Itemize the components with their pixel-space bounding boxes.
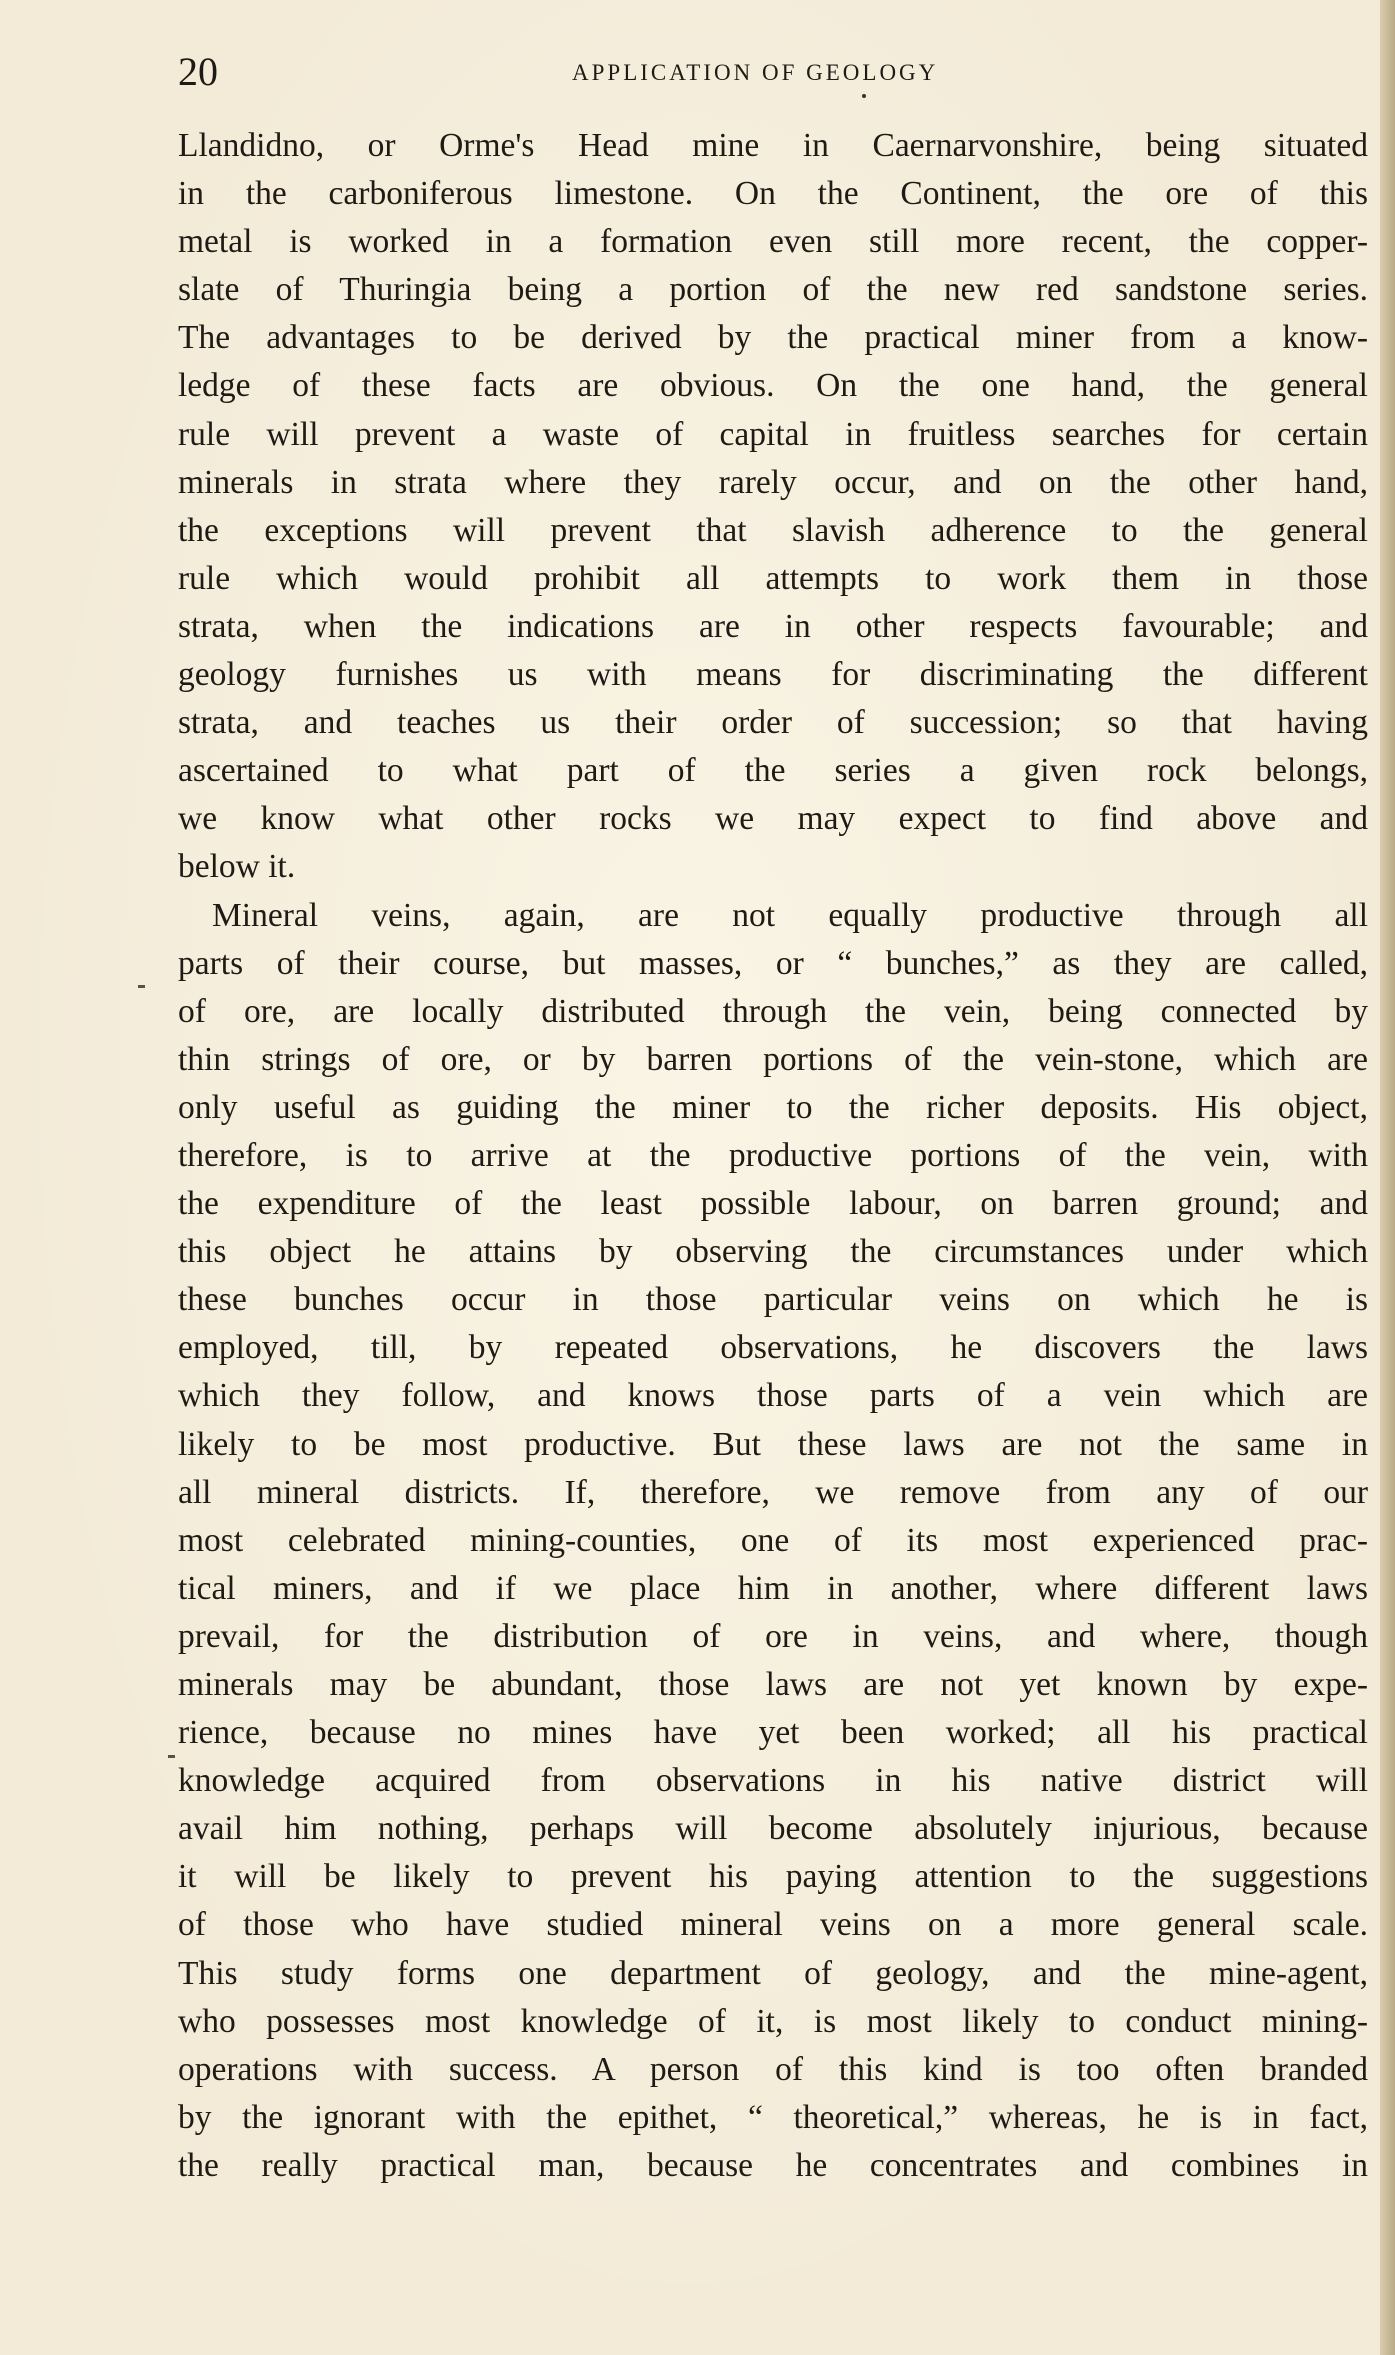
text-line: tical miners, and if we place him in another, where different laws <box>178 1569 1368 1607</box>
text-line: prevail, for the distribution of ore in veins, and where, though <box>178 1617 1368 1655</box>
text-line: metal is worked in a formation even still more recent, the copper- <box>178 223 1368 261</box>
text-line: this object he attains by observing the circumstances under which <box>178 1233 1368 1271</box>
text-line: employed, till, by repeated observations, he discovers the laws <box>178 1329 1368 1367</box>
text-line: geology furnishes us with means for discriminating the different <box>178 656 1368 694</box>
text-line: most celebrated mining-counties, one of its most experienced prac- <box>178 1521 1368 1559</box>
text-line: rience, because no mines have yet been worked; all his practical <box>178 1714 1368 1752</box>
text-line: strata, and teaches us their order of succession; so that having <box>178 704 1368 742</box>
page-header <box>178 48 1368 96</box>
text-line: it will be likely to prevent his paying attention to the suggestions <box>178 1858 1368 1896</box>
running-head: APPLICATION OF GEOLOGY <box>572 60 939 85</box>
text-line: rule will prevent a waste of capital in fruitless searches for certain <box>178 415 1368 453</box>
text-line: of those who have studied mineral veins on a more general scale. <box>178 1906 1368 1944</box>
text-line: the expenditure of the least possible labour, on barren ground; and <box>178 1185 1368 1223</box>
text-line: ascertained to what part of the series a given rock belongs, <box>178 752 1368 790</box>
text-line: rule which would prohibit all attempts to work them in those <box>178 559 1368 597</box>
text-line: likely to be most productive. But these laws are not the same in <box>178 1425 1368 1463</box>
text-line: minerals may be abundant, those laws are not yet known by expe- <box>178 1666 1368 1703</box>
text-line: the exceptions will prevent that slavish adherence to the general <box>178 511 1368 549</box>
text-line: these bunches occur in those particular veins on which he is <box>178 1281 1368 1319</box>
text-line: the really practical man, because he concentrates and combines in <box>178 2146 1368 2184</box>
text-line: slate of Thuringia being a portion of the new red sandstone series. <box>178 271 1368 309</box>
text-line: which they follow, and knows those parts of a vein which are <box>178 1377 1368 1415</box>
text-line: parts of their course, but masses, or “ bunches,” as they are called, <box>178 944 1368 982</box>
text-line: of ore, are locally distributed through the vein, being connected by <box>178 992 1368 1030</box>
page-number: 20 <box>178 49 218 94</box>
text-line: knowledge acquired from observations in his native district will <box>178 1762 1368 1800</box>
text-line: This study forms one department of geology, and the mine-agent, <box>178 1954 1368 1992</box>
text-line: Llandidno, or Orme's Head mine in Caernarvonshire, being situated <box>178 127 1368 164</box>
text-line: who possesses most knowledge of it, is most likely to conduct mining- <box>178 2002 1368 2040</box>
ink-speck <box>862 94 866 98</box>
text-line: ledge of these facts are obvious. On the one hand, the general <box>178 367 1368 405</box>
text-line: thin strings of ore, or by barren portions of the vein-stone, which are <box>178 1040 1368 1078</box>
page-gutter <box>1380 0 1395 2355</box>
text-line: we know what other rocks we may expect to find above and <box>178 800 1368 838</box>
margin-mark <box>138 985 145 988</box>
text-line: all mineral districts. If, therefore, we remove from any of our <box>178 1473 1368 1511</box>
text-line: therefore, is to arrive at the productive portions of the vein, with <box>178 1136 1368 1174</box>
margin-mark <box>168 1755 175 1758</box>
text-line: in the carboniferous limestone. On the Continent, the ore of this <box>178 175 1368 213</box>
paragraph-end-line: below it. <box>178 848 296 886</box>
text-line: avail him nothing, perhaps will become absolutely injurious, because <box>178 1810 1368 1848</box>
text-line: only useful as guiding the miner to the richer deposits. His object, <box>178 1088 1368 1126</box>
text-line: by the ignorant with the epithet, “ theoretical,” whereas, he is in fact, <box>178 2098 1368 2136</box>
body-text <box>178 122 1368 2190</box>
text-line: operations with success. A person of this kind is too often branded <box>178 2050 1368 2088</box>
text-line: minerals in strata where they rarely occur, and on the other hand, <box>178 463 1368 501</box>
paragraph-start-line: Mineral veins, again, are not equally productive through all <box>212 896 1368 934</box>
text-line: strata, when the indications are in other respects favourable; and <box>178 607 1368 645</box>
text-line: The advantages to be derived by the practical miner from a know- <box>178 319 1368 357</box>
